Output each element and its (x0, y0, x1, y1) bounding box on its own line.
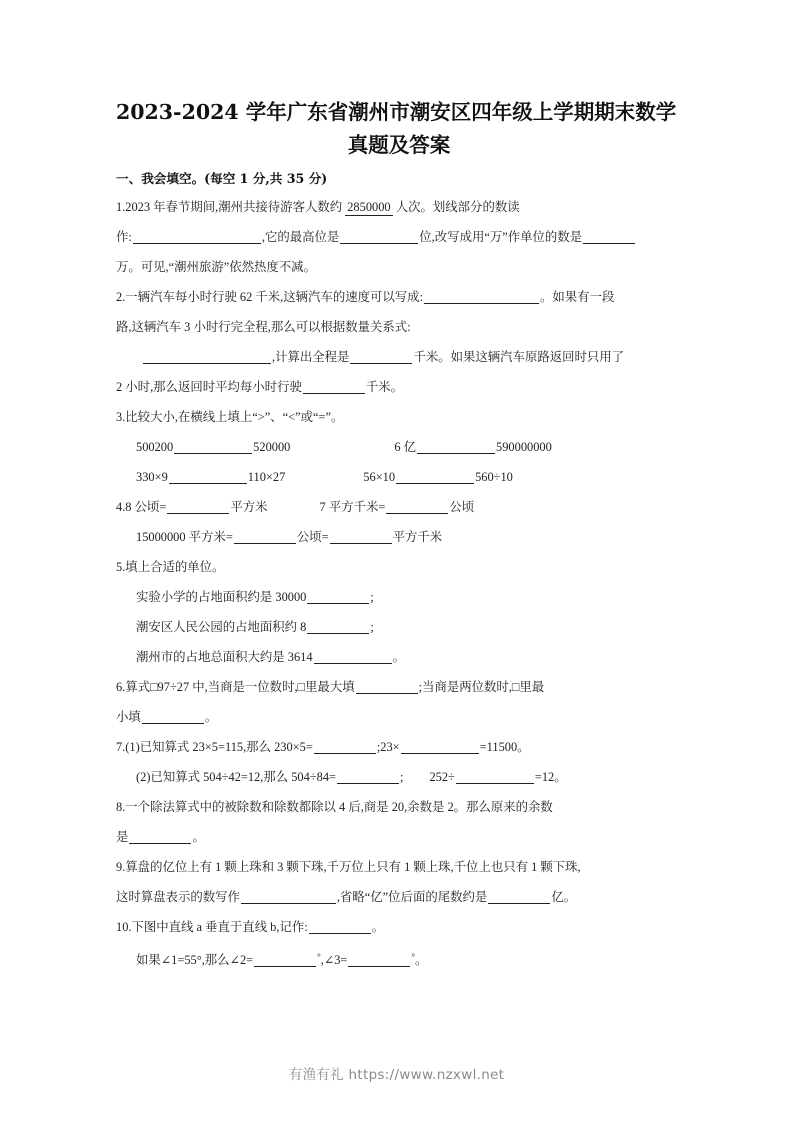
q4-text-g: 平方千米 (392, 530, 443, 544)
q9-blank-1[interactable] (241, 889, 336, 904)
question-5-line-3 (116, 612, 682, 642)
q5-blank-1[interactable] (307, 589, 369, 604)
question-1-line-2 (116, 222, 682, 252)
q8-text-b: 。 (192, 830, 205, 844)
q2-text-b: 。如果有一段 (540, 290, 615, 304)
question-3-row-2 (116, 462, 682, 492)
q5-text-a: 实验小学的占地面积约是 30000 (136, 590, 307, 604)
q2-text-f: 千米。 (365, 380, 404, 394)
q7-blank-4[interactable] (456, 769, 534, 784)
q9-blank-2[interactable] (488, 889, 550, 904)
q1-blank-1[interactable] (133, 229, 261, 244)
q1-underlined-number: 2850000 (347, 200, 391, 214)
q10-text-b: 。 (371, 920, 385, 934)
question-6-line-2 (116, 702, 682, 732)
question-5-line-4 (116, 642, 682, 672)
page-title (116, 96, 682, 162)
q4-blank-2[interactable] (386, 499, 448, 514)
q7-blank-3[interactable] (337, 769, 399, 784)
q2-text-d: 千米。如果这辆汽车原路返回时只用了 (413, 350, 625, 364)
q4-text-e: 15000000 平方米= (136, 530, 233, 544)
question-9 (116, 852, 682, 912)
q1-text-c: 作: (116, 230, 132, 244)
question-9-line-1: 9.算盘的亿位上有 1 颗上珠和 3 颗下珠,千万位上只有 1 颗上珠,千位上也只有 1 颗下珠, (116, 860, 581, 874)
q7-text-d: (2)已知算式 504÷42=12,那么 504÷84= (136, 770, 337, 784)
document-body (116, 96, 682, 975)
q3-r2c1-left: 330×9 (136, 470, 168, 484)
question-3-line-1: 3.比较大小,在横线上填上“>”、“<”或“=”。 (116, 410, 344, 424)
q2-text-a: 2.一辆汽车每小时行驶 62 千米,这辆汽车的速度可以写成: (116, 290, 424, 304)
q10-blank-1[interactable] (309, 919, 371, 934)
q2-blank-3[interactable] (350, 349, 412, 364)
q2-text-e: 2 小时,那么返回时平均每小时行驶 (116, 380, 302, 394)
q10-text-a: 10.下图中直线 a 垂直于直线 b,记作: (116, 920, 308, 934)
question-2 (116, 282, 682, 402)
question-5-line-2 (116, 582, 682, 612)
q4-text-b: 平方米 (230, 500, 268, 514)
question-5-line-1: 5.填上合适的单位。 (116, 560, 225, 574)
q3-r2c2-left: 56×10 (363, 470, 396, 484)
q3-r1c1-left: 500200 (136, 440, 174, 454)
q6-blank-2[interactable] (142, 709, 204, 724)
question-8 (116, 792, 682, 852)
q1-text-b: 人次。划线部分的数读 (392, 200, 520, 214)
q8-blank-1[interactable] (129, 829, 191, 844)
q5-blank-2[interactable] (307, 619, 369, 634)
question-7 (116, 732, 682, 792)
q7-blank-2[interactable] (401, 739, 479, 754)
q7-text-c: =11500。 (479, 740, 530, 754)
q4-text-a: 4.8 公顷= (116, 500, 167, 514)
question-9-line-2 (116, 882, 682, 912)
q7-text-b: ;23× (376, 740, 400, 754)
q3-blank-3[interactable] (169, 469, 247, 484)
q10-text-d: ,∠3= (320, 953, 348, 967)
q10-text-e: 。 (415, 953, 428, 967)
q3-blank-4[interactable] (396, 469, 474, 484)
footer-watermark: 有渔有礼 https://www.nzxwl.net (288, 1067, 505, 1083)
q7-text-g: =12。 (534, 770, 567, 784)
q3-r1c2-left: 6 亿 (394, 440, 417, 454)
question-3 (116, 402, 682, 492)
question-2-line-4 (116, 372, 682, 402)
q1-text-d: ,它的最高位是 (261, 230, 340, 244)
q2-blank-1[interactable] (424, 289, 539, 304)
q4-text-c: 7 平方千米= (319, 500, 386, 514)
question-4 (116, 492, 682, 552)
q7-text-e: ; (400, 770, 404, 784)
q6-text-b: ;当商是两位数时,□里最 (418, 680, 545, 694)
q7-blank-1[interactable] (314, 739, 376, 754)
q9-text-c: 亿。 (551, 890, 577, 904)
question-1 (116, 192, 682, 282)
q4-text-f: 公顷= (296, 530, 329, 544)
q3-blank-1[interactable] (174, 439, 252, 454)
q5-text-e: 潮州市的占地总面积大约是 3614 (136, 650, 313, 664)
q10-blank-3[interactable] (348, 952, 410, 967)
q5-text-c: 潮安区人民公园的占地面积约 8 (136, 620, 307, 634)
question-10-line-1 (116, 912, 682, 942)
question-8-line-2 (116, 822, 682, 852)
question-8-line-1: 8.一个除法算式中的被除数和除数都除以 4 后,商是 20,余数是 2。那么原来的余数 (116, 800, 553, 814)
section-heading-fill-in-blanks: 一、我会填空。(每空 1 分,共 35 分) (116, 171, 328, 186)
q4-blank-3[interactable] (234, 529, 296, 544)
q1-blank-2[interactable] (340, 229, 418, 244)
q4-blank-4[interactable] (330, 529, 392, 544)
q1-text-a: 1.2023 年春节期间,潮州共接待游客人数约 (116, 200, 346, 214)
question-1-line-1 (116, 192, 682, 222)
q10-degree-1: ° (317, 952, 321, 962)
q3-r2c1-right: 110×27 (247, 470, 286, 484)
question-2-line-1 (116, 282, 682, 312)
q9-text-b: ,省略“亿”位后面的尾数约是 (336, 890, 488, 904)
q6-text-c: 小填 (116, 710, 141, 724)
q10-blank-2[interactable] (254, 952, 316, 967)
q3-r1c1-right: 520000 (253, 440, 291, 454)
q4-blank-1[interactable] (167, 499, 229, 514)
q5-blank-3[interactable] (314, 649, 392, 664)
q1-blank-3[interactable] (583, 229, 635, 244)
q3-r2c2-right: 560÷10 (475, 470, 513, 484)
question-6 (116, 672, 682, 732)
q10-text-c: 如果∠1=55°,那么∠2= (136, 953, 254, 967)
q4-text-d: 公顷 (449, 500, 475, 514)
q5-text-d: ; (370, 620, 374, 634)
question-5 (116, 552, 682, 672)
question-1-line-3: 万。可见,“潮州旅游”依然热度不减。 (116, 260, 316, 274)
q8-text-a: 是 (116, 830, 129, 844)
q6-text-a: 6.算式□97÷27 中,当商是一位数时,□里最大填 (116, 680, 355, 694)
question-10 (116, 912, 682, 975)
title-line-1: 2023-2024 学年广东省潮州市潮安区四年级上学期期末数学 (116, 100, 677, 124)
title-line-2: 真题及答案 (347, 133, 451, 157)
q5-text-f: 。 (392, 650, 405, 664)
q2-blank-2[interactable] (143, 349, 271, 364)
question-10-line-2 (116, 942, 682, 975)
q7-text-a: 7.(1)已知算式 23×5=115,那么 230×5= (116, 740, 313, 754)
q10-degree-2: ° (411, 952, 416, 962)
q5-text-b: ; (370, 590, 374, 604)
question-4-line-2 (116, 522, 682, 552)
question-4-line-1 (116, 492, 682, 522)
question-6-line-1 (116, 672, 682, 702)
q1-text-e: 位,改写成用“万”作单位的数是 (419, 230, 583, 244)
question-7-line-1 (116, 732, 682, 762)
q3-r1c2-right: 590000000 (496, 440, 552, 454)
question-3-row-1 (116, 432, 682, 462)
question-2-line-3 (116, 342, 682, 372)
q7-text-f: 252÷ (429, 770, 455, 784)
q2-text-c: ,计算出全程是 (272, 350, 350, 364)
q6-text-d: 。 (204, 710, 218, 724)
question-7-line-2 (116, 762, 682, 792)
q9-text-a: 这时算盘表示的数写作 (116, 890, 240, 904)
q6-blank-1[interactable] (356, 679, 418, 694)
question-2-line-2: 路,这辆汽车 3 小时行完全程,那么可以根据数量关系式: (116, 320, 411, 334)
q2-blank-4[interactable] (303, 379, 365, 394)
q3-blank-2[interactable] (417, 439, 495, 454)
